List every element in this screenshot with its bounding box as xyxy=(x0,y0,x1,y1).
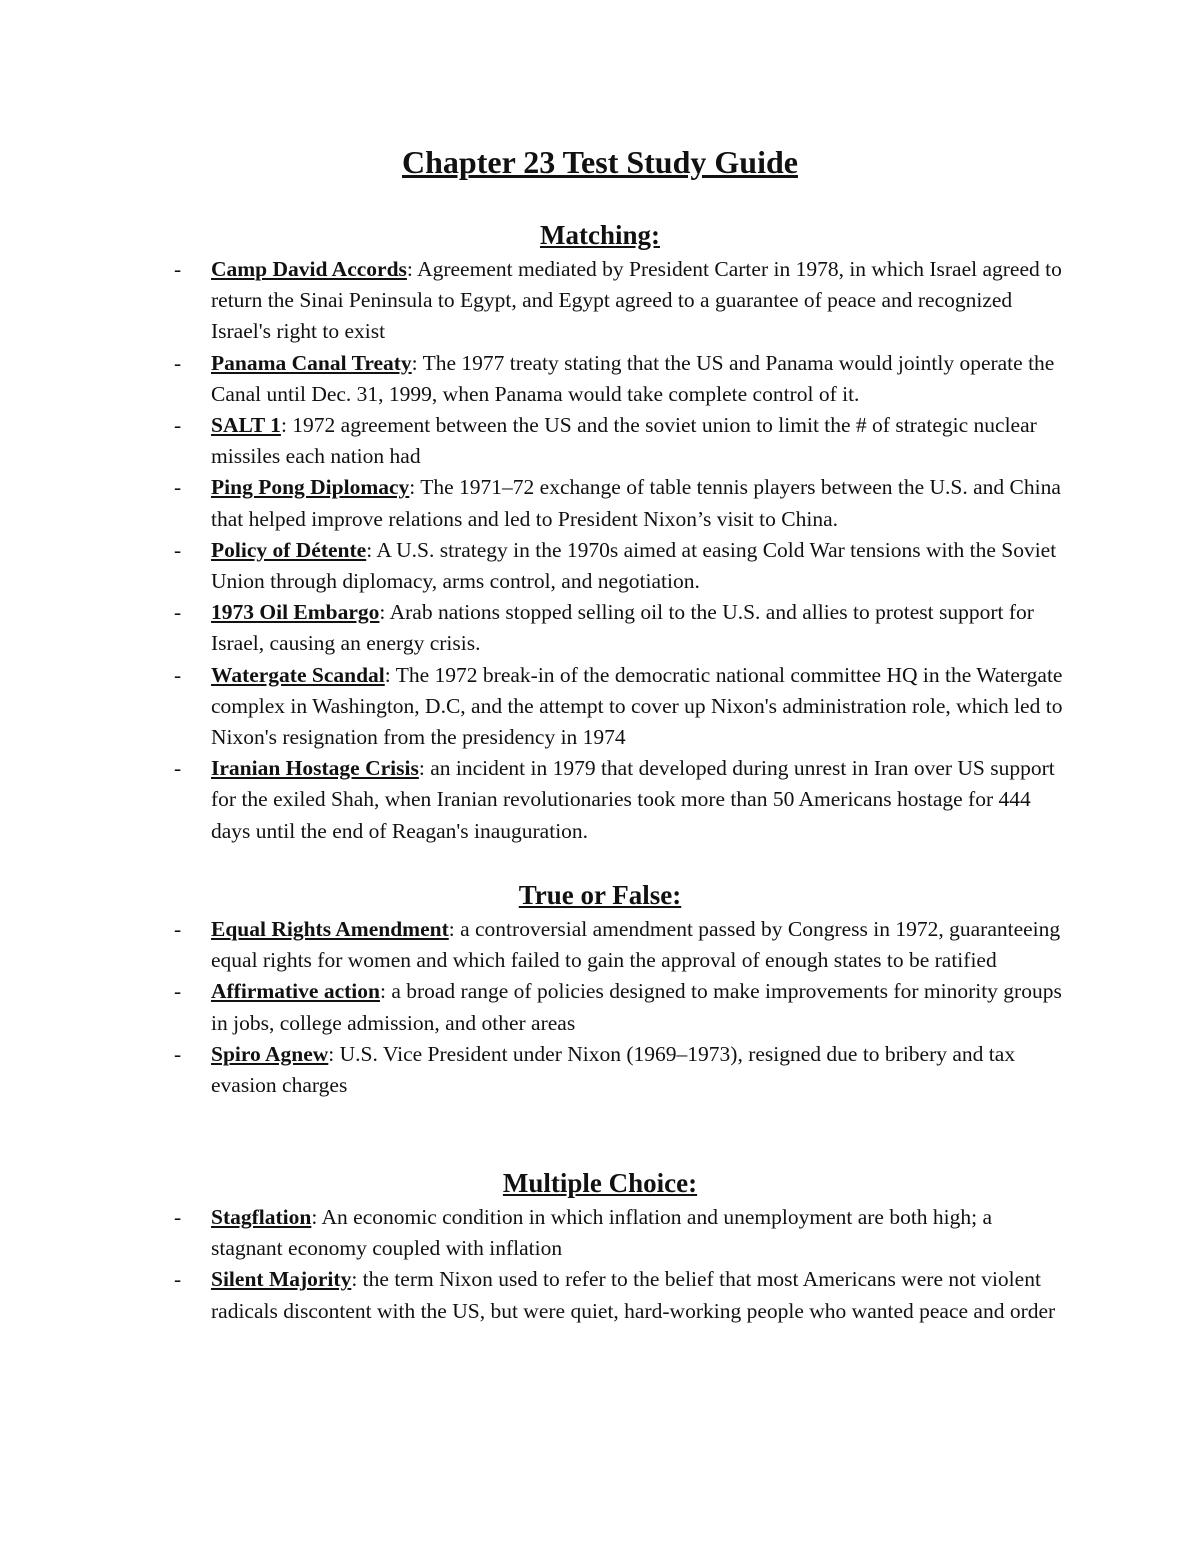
term: Spiro Agnew xyxy=(211,1041,329,1066)
true-or-false-list xyxy=(0,914,1200,1101)
definition: : Agreement mediated by President Carter in 1978, in which Israel agreed to return the Sinai Peninsula to Egypt, and Egypt agreed to a guarantee of peace and recognized Israel's right to exist xyxy=(211,257,1062,344)
list-item xyxy=(0,410,1200,472)
matching-list xyxy=(0,254,1200,847)
definition: : The 1971–72 exchange of table tennis players between the U.S. and China that helped improve relations and led to President Nixon’s visit to China. xyxy=(211,475,1061,531)
list-item xyxy=(0,597,1200,659)
section-heading-matching: Matching: xyxy=(540,220,660,250)
definition: : The 1972 break-in of the democratic national committee HQ in the Watergate complex in Washington, D.C, and the attempt to cover up Nixon's administration role, which led to Nixon's resignation from the presidency in 1974 xyxy=(211,662,1063,750)
bullet-dash: - xyxy=(174,917,182,941)
bullet-dash: - xyxy=(174,662,182,687)
definition: : A U.S. strategy in the 1970s aimed at easing Cold War tensions with the Soviet Union through diplomacy, arms control, and negotiation. xyxy=(211,537,1057,594)
list-item xyxy=(0,1202,1200,1264)
list-item xyxy=(0,976,1200,1038)
list-item xyxy=(0,1039,1200,1101)
list-item xyxy=(0,753,1200,847)
term: Ping Pong Diplomacy xyxy=(211,475,410,500)
term: Silent Majority xyxy=(211,1267,352,1292)
list-item xyxy=(0,472,1200,534)
definition: : Arab nations stopped selling oil to the U.S. and allies to protest support for Israel, causing an energy crisis. xyxy=(211,600,1034,656)
bullet-dash: - xyxy=(174,413,182,438)
list-item xyxy=(0,535,1200,597)
list-item xyxy=(0,914,1200,976)
section-heading-true-or-false: True or False: xyxy=(518,880,682,910)
definition: : U.S. Vice President under Nixon (1969–1973), resigned due to bribery and tax evasion charges xyxy=(211,1041,1016,1098)
definition: : an incident in 1979 that developed during unrest in Iran over US support for the exiled Shah, when Iranian revolutionaries took more than 50 Americans hostage for 444 days until the end of Reagan's inauguration. xyxy=(211,756,1055,843)
bullet-dash: - xyxy=(174,1205,182,1229)
bullet-dash: - xyxy=(174,600,182,625)
section-heading-multiple-choice: Multiple Choice: xyxy=(502,1168,698,1198)
list-item xyxy=(0,660,1200,754)
definition: : a broad range of policies designed to make improvements for minority groups in jobs, college admission, and other areas xyxy=(211,979,1062,1035)
bullet-dash: - xyxy=(174,1267,182,1292)
term: SALT 1 xyxy=(211,413,281,438)
list-item xyxy=(0,254,1200,348)
bullet-dash: - xyxy=(174,475,182,500)
list-item xyxy=(0,1264,1200,1326)
term: Watergate Scandal xyxy=(211,662,385,687)
term: 1973 Oil Embargo xyxy=(211,600,380,625)
term: Equal Rights Amendment xyxy=(211,917,449,941)
bullet-dash: - xyxy=(174,979,182,1004)
list-item xyxy=(0,348,1200,410)
term: Affirmative action xyxy=(211,979,380,1004)
term: Policy of Détente xyxy=(211,537,367,562)
term: Stagflation xyxy=(211,1205,312,1229)
bullet-dash: - xyxy=(174,756,182,781)
definition: : An economic condition in which inflation and unemployment are both high; a stagnant economy coupled with inflation xyxy=(211,1205,993,1261)
term: Camp David Accords xyxy=(211,257,407,281)
definition: : the term Nixon used to refer to the belief that most Americans were not violent radicals discontent with the US, but were quiet, hard-working people who wanted peace and order xyxy=(211,1267,1056,1323)
definition: : a controversial amendment passed by Congress in 1972, guaranteeing equal rights for women and which failed to gain the approval of enough states to be ratified xyxy=(211,917,1061,973)
term: Panama Canal Treaty xyxy=(211,350,412,375)
bullet-dash: - xyxy=(174,257,182,281)
definition: : The 1977 treaty stating that the US and Panama would jointly operate the Canal until Dec. 31, 1999, when Panama would take complete control of it. xyxy=(211,350,1055,406)
page-title: Chapter 23 Test Study Guide xyxy=(402,144,798,180)
bullet-dash: - xyxy=(174,350,182,375)
bullet-dash: - xyxy=(174,537,182,562)
definition: : 1972 agreement between the US and the soviet union to limit the # of strategic nuclear missiles each nation had xyxy=(211,413,1037,469)
bullet-dash: - xyxy=(174,1041,182,1066)
multiple-choice-list xyxy=(0,1202,1200,1327)
term: Iranian Hostage Crisis xyxy=(211,756,419,781)
